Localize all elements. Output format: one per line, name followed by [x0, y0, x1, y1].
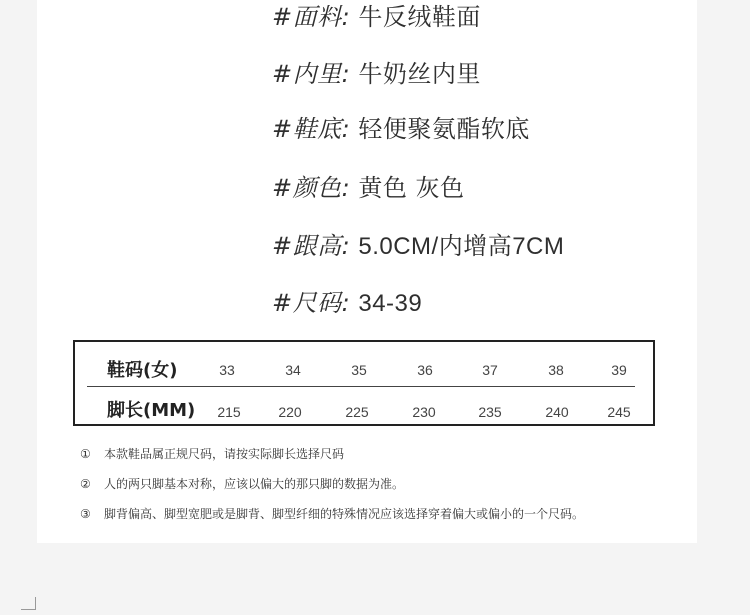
- spec-value: 牛奶丝内里: [358, 60, 481, 88]
- size-cell: 36: [417, 362, 433, 378]
- size-cell: 39: [611, 362, 627, 378]
- spec-value: 5.0CM/内增高7CM: [358, 233, 565, 260]
- length-cell: 225: [345, 404, 369, 420]
- spec-row-color: [272, 168, 464, 203]
- product-detail-card: [37, 0, 697, 543]
- length-cell: 230: [412, 404, 436, 420]
- length-cell: 240: [545, 404, 569, 420]
- spec-value: 牛反绒鞋面: [358, 3, 481, 31]
- spec-row-sole: [272, 109, 530, 144]
- size-row-label: 鞋码(女): [107, 360, 178, 381]
- spec-key: #面料:: [272, 3, 351, 31]
- length-cell: 245: [607, 404, 631, 420]
- note-number: ③: [80, 507, 91, 521]
- corner-crop-mark: [21, 597, 36, 610]
- size-row: [75, 350, 653, 390]
- spec-key: #跟高:: [272, 232, 351, 260]
- spec-row-size: [272, 283, 422, 318]
- size-table: [73, 340, 655, 426]
- size-cell: 38: [548, 362, 564, 378]
- note-item: [80, 445, 344, 462]
- spec-row-lining: [272, 54, 481, 89]
- spec-value: 34-39: [358, 290, 423, 317]
- note-text: 本款鞋品属正规尺码，请按实际脚长选择尺码: [104, 447, 345, 461]
- spec-key: #颜色:: [272, 174, 351, 202]
- spec-key: #尺码:: [272, 289, 351, 317]
- spec-key: #内里:: [272, 60, 351, 88]
- note-item: [80, 505, 584, 522]
- size-cell: 34: [285, 362, 301, 378]
- spec-value: 轻便聚氨酯软底: [358, 115, 530, 143]
- spec-row-material: [272, 0, 481, 32]
- note-text: 脚背偏高、脚型宽肥或是脚背、脚型纤细的特殊情况应该选择穿着偏大或偏小的一个尺码。: [104, 507, 585, 521]
- table-divider: [87, 386, 635, 387]
- size-cell: 35: [351, 362, 367, 378]
- note-number: ①: [80, 447, 91, 461]
- length-cell: 235: [478, 404, 502, 420]
- length-cell: 220: [278, 404, 302, 420]
- length-row-label: 脚长(MM): [107, 400, 196, 421]
- spec-row-heel-height: [272, 226, 564, 261]
- spec-value: 黄色 灰色: [358, 174, 465, 202]
- note-number: ②: [80, 477, 91, 491]
- length-row: [75, 390, 653, 430]
- size-cell: 33: [219, 362, 235, 378]
- note-text: 人的两只脚基本对称，应该以偏大的那只脚的数据为准。: [104, 477, 405, 491]
- length-cell: 215: [217, 404, 241, 420]
- note-item: [80, 475, 404, 492]
- size-cell: 37: [482, 362, 498, 378]
- spec-key: #鞋底:: [272, 115, 351, 143]
